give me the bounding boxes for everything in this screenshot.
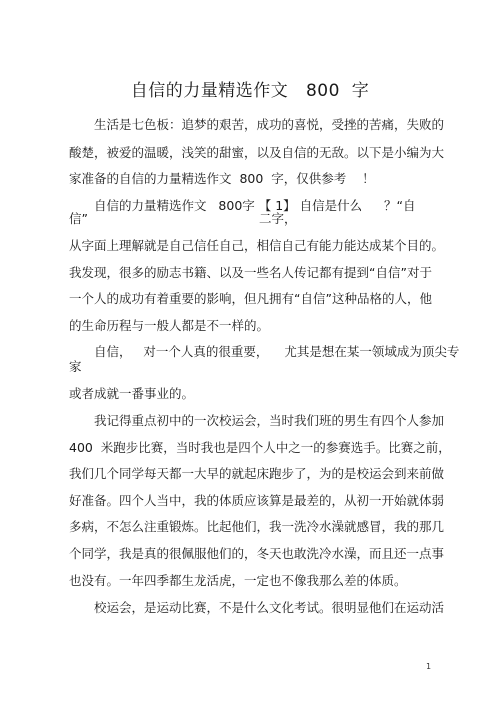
intro-line-1: 生活是七色板：追梦的艰苦，成功的喜悦，受挫的苦痛，失败的 <box>94 117 445 132</box>
story-line-1: 我记得重点初中的一次校运会，当时我们班的男生有四个人参加 <box>94 413 445 428</box>
page-number: 1 <box>426 662 432 671</box>
para2-line-2: 或者成就一番事业的。 <box>69 386 195 401</box>
body-line-1: 从字面上理解就是自己信任自己，相信自己有能力能达成某个目的。 <box>69 238 445 253</box>
subheading-line2-right: 二字， <box>259 211 297 226</box>
body-line-2: 我发现，很多的励志书籍、以及一些名人传记都有提到“自信”对于 <box>69 265 432 280</box>
para2-line-1: 自信， 对一个人真的很重要， 尤其是想在某一领域成为顶尖专 <box>94 344 460 359</box>
last-line: 校运会，是运动比赛，不是什么文化考试。很明显他们在运动活 <box>94 600 445 615</box>
story-line-6: 个同学，我是真的很佩服他们的，冬天也敢洗冷水澡，而且还一点事 <box>69 546 445 561</box>
subheading-right: ？“自 <box>384 198 416 213</box>
intro-line-3: 家准备的自信的力量精选作文 800 字，仅供参考 ！ <box>69 171 375 186</box>
intro-line-2: 酸楚，被爱的温暖，浅笑的甜蜜，以及自信的无敌。以下是小编为大 <box>69 145 445 160</box>
body-line-3: 一个人的成功有着重要的影响，但凡拥有“自信”这种品格的人，他 <box>69 291 432 306</box>
page-title: 自信的力量精选作文 800 字 <box>130 81 370 101</box>
story-line-4: 好准备。四个人当中，我的体质应该算是最差的，从初一开始就体弱 <box>69 493 445 508</box>
story-line-7: 也没有。一年四季都生龙活虎，一定也不像我那么差的体质。 <box>69 573 407 588</box>
subheading-left: 自信的力量精选作文 800字 【 1】 自信是什么 <box>94 198 363 213</box>
story-line-5: 多病，不怎么注重锻炼。比起他们，我一洗冷水澡就感冒，我的那几 <box>69 519 445 534</box>
body-line-4: 的生命历程与一般人都是不一样的。 <box>69 318 270 333</box>
story-line-2: 400 米跑步比赛，当时我也是四个人中之一的参赛选手。比赛之前， <box>69 440 451 455</box>
subheading-line2-left: 信” <box>69 211 88 226</box>
para2-line-1-wrap: 家 <box>69 359 82 374</box>
story-line-3: 我们几个同学每天都一大早的就起床跑步了，为的是校运会到来前做 <box>69 466 445 481</box>
